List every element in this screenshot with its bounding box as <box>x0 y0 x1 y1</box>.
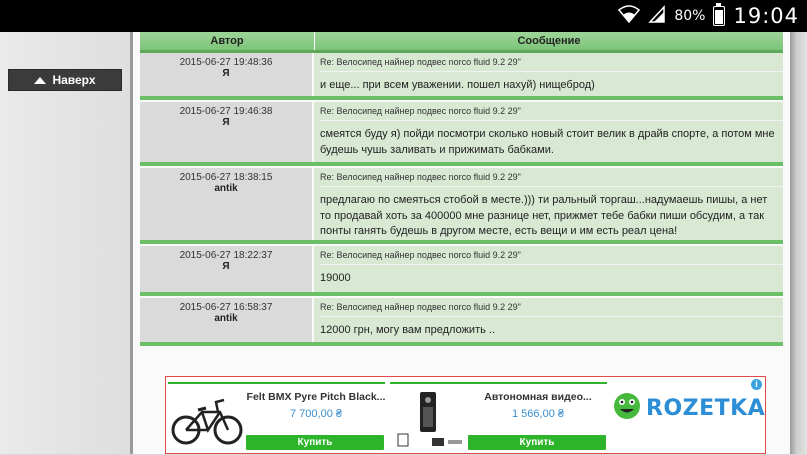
post-subject[interactable]: Re: Велосипед найнер подвес norco fluid 9.2 29" <box>320 302 783 317</box>
clock: 19:04 <box>733 4 799 28</box>
left-sidebar <box>0 32 133 454</box>
product-title[interactable]: Felt BMX Pyre Pitch Black... <box>246 391 386 403</box>
post-author[interactable]: antik <box>214 183 238 194</box>
wifi-icon <box>618 5 640 28</box>
post-row <box>140 53 783 100</box>
ad-product-card[interactable] <box>390 382 607 451</box>
post-message-cell <box>314 246 783 292</box>
buy-button[interactable]: Купить <box>468 435 606 450</box>
post-message-cell <box>314 53 783 96</box>
product-price: 7 700,00 ₴ <box>290 408 342 420</box>
battery-percent: 80% <box>674 8 706 24</box>
post-author-cell <box>140 168 314 240</box>
post-text: предлагаю по смеяться стобой в месте.))) ти ральный торгаш...надумаешь пишы, а нет то продавай хоть за 400000 мне разнице нет, прижмет тебе бабки пиши обсудим, а так понты ганять будешь в другом месте, есть вещи и им есть реал цена! <box>320 194 768 237</box>
bmx-bike-image[interactable] <box>170 390 244 450</box>
header-message: Сообщение <box>517 35 581 47</box>
post-text: смеятся буду я) пойди посмотри сколько новый стоит велик в драйв спорте, а потом мне будешь чушь заливать и прижимать бабками. <box>320 128 775 156</box>
post-text: 12000 грн, могу вам предложить .. <box>320 324 496 336</box>
post-message-cell <box>314 168 783 240</box>
post-author[interactable]: antik <box>214 313 238 324</box>
forum-table <box>140 32 783 348</box>
ad-info-icon[interactable]: i <box>751 379 762 390</box>
back-to-top-label: Наверх <box>52 73 96 87</box>
post-subject[interactable]: Re: Велосипед найнер подвес norco fluid 9.2 29" <box>320 106 783 121</box>
post-row <box>140 102 783 166</box>
post-row <box>140 246 783 296</box>
post-timestamp: 2015-06-27 16:58:37 <box>179 302 273 313</box>
post-author[interactable]: Я <box>222 117 230 128</box>
post-subject[interactable]: Re: Велосипед найнер подвес norco fluid 9.2 29" <box>320 57 783 72</box>
battery-icon <box>713 6 725 26</box>
ad-banner[interactable] <box>165 376 766 454</box>
post-author[interactable]: Я <box>222 68 230 79</box>
back-to-top-button[interactable] <box>8 69 122 91</box>
post-timestamp: 2015-06-27 19:48:36 <box>179 57 273 68</box>
post-subject[interactable]: Re: Велосипед найнер подвес norco fluid 9.2 29" <box>320 250 783 265</box>
post-text: и еще... при всем уважении. пошел нахуй) нищеброд) <box>320 79 595 91</box>
post-timestamp: 2015-06-27 19:46:38 <box>179 106 273 117</box>
right-edge-panel <box>790 32 807 454</box>
post-row <box>140 168 783 244</box>
post-row <box>140 298 783 346</box>
video-intercom-image[interactable] <box>392 390 466 450</box>
table-header <box>140 32 783 53</box>
post-author[interactable]: Я <box>222 261 230 272</box>
buy-button[interactable]: Купить <box>246 435 384 450</box>
brand-name: ROZETKA <box>646 396 766 421</box>
signal-icon <box>648 5 666 28</box>
arrow-up-icon <box>34 77 46 84</box>
post-author-cell <box>140 102 314 162</box>
post-subject[interactable]: Re: Велосипед найнер подвес norco fluid 9.2 29" <box>320 172 783 187</box>
ad-product-card[interactable] <box>168 382 385 451</box>
post-message-cell <box>314 102 783 162</box>
post-timestamp: 2015-06-27 18:38:15 <box>179 172 273 183</box>
smiley-icon <box>612 391 642 426</box>
post-author-cell <box>140 246 314 292</box>
post-text: 19000 <box>320 272 351 284</box>
header-author: Автор <box>140 32 315 50</box>
status-bar <box>0 0 807 32</box>
post-message-cell <box>314 298 783 342</box>
post-author-cell <box>140 298 314 342</box>
product-title[interactable]: Автономная видео... <box>484 391 592 403</box>
card-accent-bar <box>168 382 385 384</box>
card-accent-bar <box>390 382 607 384</box>
post-timestamp: 2015-06-27 18:22:37 <box>179 250 273 261</box>
rozetka-logo[interactable] <box>612 391 765 426</box>
post-author-cell <box>140 53 314 96</box>
product-price: 1 566,00 ₴ <box>512 408 564 420</box>
